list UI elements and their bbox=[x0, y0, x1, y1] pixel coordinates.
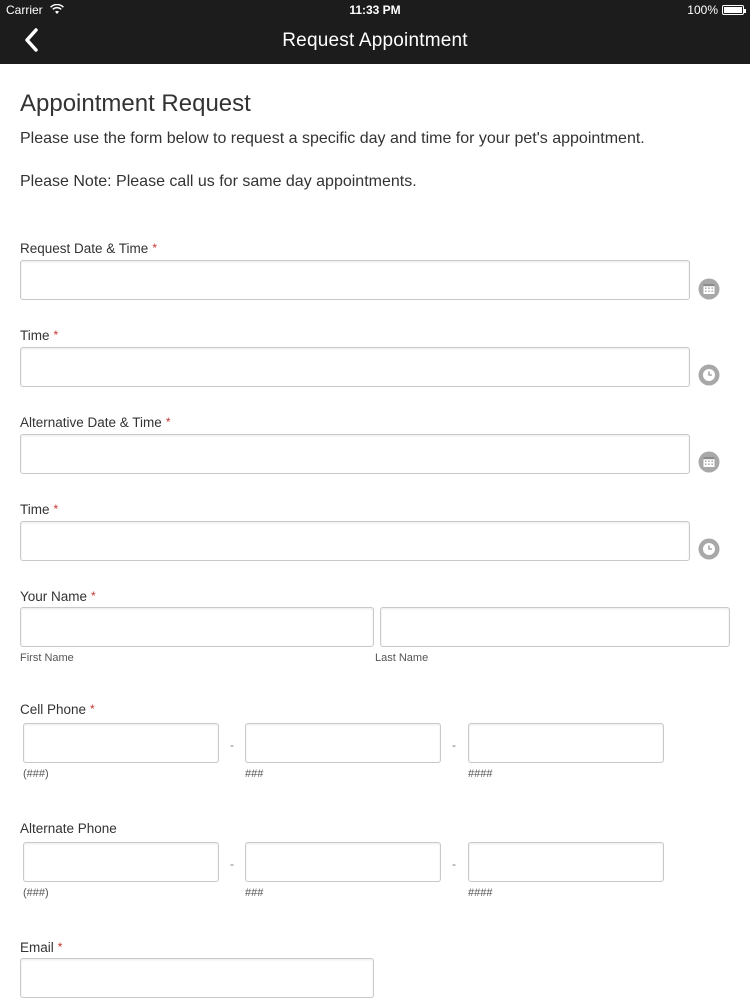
clock-icon[interactable] bbox=[698, 538, 720, 560]
name-label: Your Name * bbox=[20, 589, 96, 604]
battery-icon bbox=[722, 5, 744, 15]
alt-date-input[interactable] bbox=[20, 434, 690, 474]
request-date-label: Request Date & Time * bbox=[20, 241, 157, 256]
page-title: Request Appointment bbox=[282, 30, 468, 51]
required-mark: * bbox=[165, 415, 171, 429]
cell-line-input[interactable] bbox=[468, 723, 664, 763]
status-time: 11:33 PM bbox=[349, 3, 401, 17]
phone-separator: - bbox=[230, 738, 234, 752]
first-name-sublabel: First Name bbox=[20, 652, 74, 664]
battery-percent: 100% bbox=[687, 3, 718, 17]
alt-time-label: Time * bbox=[20, 502, 59, 517]
alt-line-hint: #### bbox=[468, 887, 493, 899]
calendar-icon[interactable] bbox=[698, 278, 720, 300]
required-mark: * bbox=[90, 702, 95, 716]
last-name-input[interactable] bbox=[380, 607, 730, 647]
calendar-icon[interactable] bbox=[698, 451, 720, 473]
form-header bbox=[20, 90, 735, 118]
phone-separator: - bbox=[452, 738, 456, 752]
cell-prefix-hint: ### bbox=[245, 768, 264, 780]
intro-text: Please use the form below to request a specific day and time for your pet's appointment. bbox=[20, 130, 645, 147]
request-date-input[interactable] bbox=[20, 260, 690, 300]
request-time-label: Time * bbox=[20, 328, 59, 343]
alt-area-code-input[interactable] bbox=[23, 842, 219, 882]
request-time-input[interactable] bbox=[20, 347, 690, 387]
phone-separator: - bbox=[230, 857, 234, 871]
battery-indicator bbox=[687, 3, 744, 17]
required-mark: * bbox=[57, 940, 63, 954]
first-name-input[interactable] bbox=[20, 607, 374, 647]
last-name-sublabel: Last Name bbox=[375, 652, 429, 664]
alt-line-input[interactable] bbox=[468, 842, 664, 882]
alt-prefix-input[interactable] bbox=[245, 842, 441, 882]
cell-prefix-input[interactable] bbox=[245, 723, 441, 763]
form-heading: Appointment Request bbox=[20, 90, 251, 117]
alt-prefix-hint: ### bbox=[245, 887, 264, 899]
carrier-label: Carrier bbox=[6, 3, 43, 17]
email-label: Email * bbox=[20, 940, 63, 955]
note-text: Please Note: Please call us for same day appointments. bbox=[20, 173, 417, 190]
alt-date-label: Alternative Date & Time * bbox=[20, 415, 171, 430]
alt-phone-label: Alternate Phone bbox=[20, 821, 117, 836]
email-input[interactable] bbox=[20, 958, 374, 998]
cell-line-hint: #### bbox=[468, 768, 493, 780]
required-mark: * bbox=[91, 589, 96, 603]
clock-icon[interactable] bbox=[698, 364, 720, 386]
cell-phone-label: Cell Phone * bbox=[20, 702, 95, 717]
required-mark: * bbox=[53, 328, 59, 342]
top-bar bbox=[0, 0, 750, 64]
alt-area-hint: (###) bbox=[23, 887, 49, 899]
status-bar bbox=[0, 3, 750, 19]
cell-area-hint: (###) bbox=[23, 768, 49, 780]
required-mark: * bbox=[53, 502, 59, 516]
cell-area-code-input[interactable] bbox=[23, 723, 219, 763]
phone-separator: - bbox=[452, 857, 456, 871]
required-mark: * bbox=[152, 241, 157, 255]
alt-time-input[interactable] bbox=[20, 521, 690, 561]
